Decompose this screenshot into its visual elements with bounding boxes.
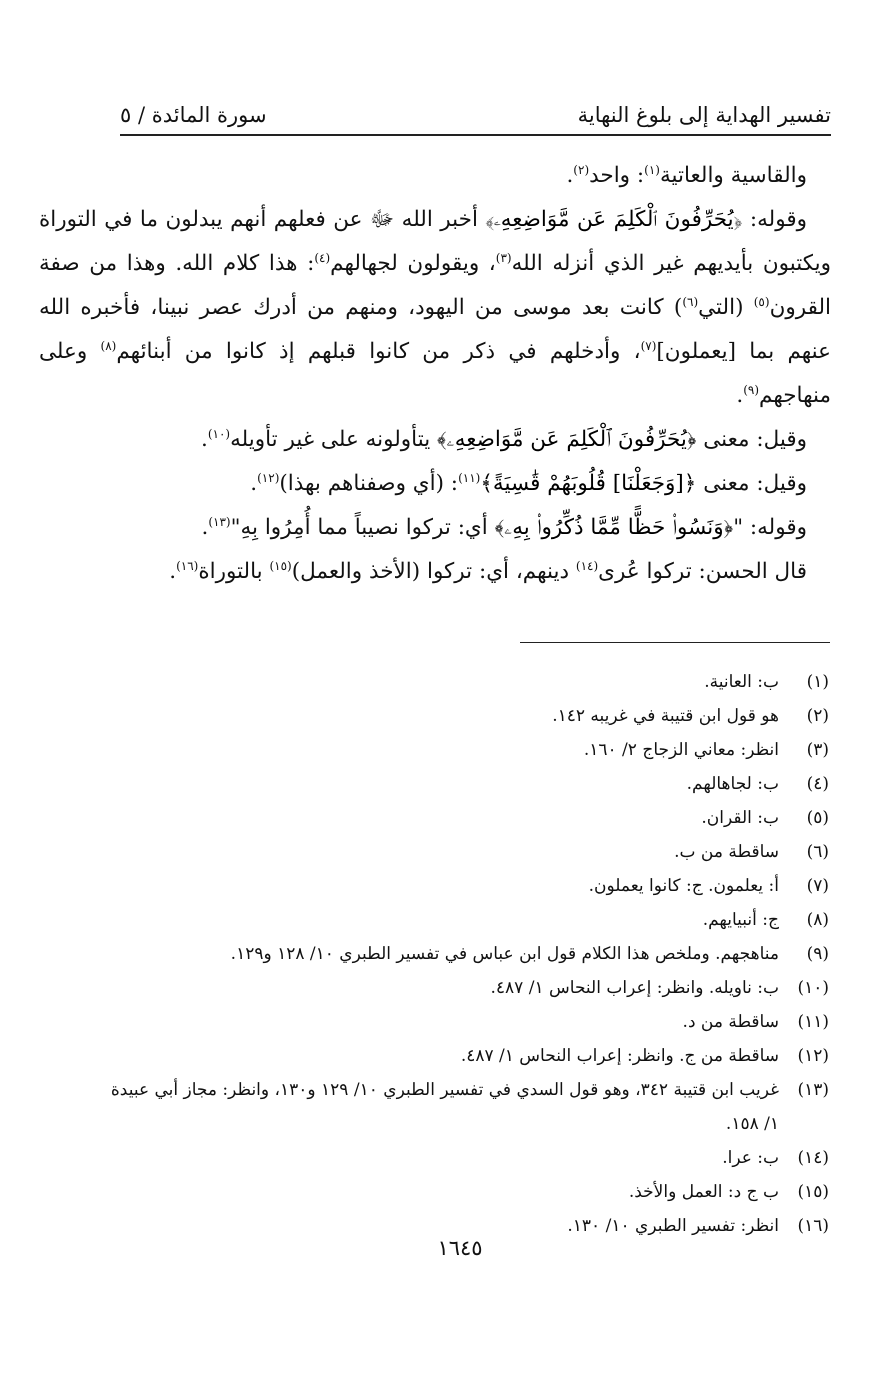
paragraph-4: [39, 462, 831, 506]
footnote-text: ساقطة من ج. وانظر: إعراب النحاس ١/ ٤٨٧.: [460, 1046, 779, 1066]
footnote: [109, 835, 829, 869]
footnote: [109, 1005, 829, 1039]
footnote-text: ب: القران.: [701, 808, 779, 828]
footnote-text: غريب ابن قتيبة ٣٤٢، وهو قول السدي في تفسير الطبري ١٠/ ١٢٩ و١٣٠، وانظر: مجاز أبي عبيدة ١/ ١٥٨.: [110, 1080, 779, 1134]
footnote-number: (١٦): [797, 1216, 829, 1236]
text-run: : هذا كلام الله. وهذا من صفة القرون: [39, 251, 831, 320]
text-run: وقيل: معنى: [696, 427, 807, 452]
main-text: [39, 154, 831, 594]
paragraph-2: [39, 198, 831, 418]
footnote-text: ساقطة من د.: [682, 1012, 779, 1032]
footnote: [109, 1039, 829, 1073]
footnote-ref: (١): [644, 162, 660, 177]
footnote-ref: (١٦): [176, 558, 199, 573]
footnote-ref: (٨): [100, 338, 117, 353]
text-run: أخبر الله ﷻ عن فعلهم أنهم يبدلون ما في التوراة ويكتبون بأيديهم غير الذي أنزله الله: [39, 207, 831, 276]
text-run: وعلى منهاجهم: [39, 339, 831, 408]
quran-verse: ﴿[وَجَعَلْنَا] قُلُوبَهُمْ قَٰسِيَةً﴾: [480, 471, 697, 496]
footnote-number: (٦): [806, 842, 829, 862]
footnote: [109, 1175, 829, 1209]
footnote-number: (١١): [797, 1012, 829, 1032]
footnote-number: (١٠): [797, 978, 829, 998]
footnote-text: هو قول ابن قتيبة في غريبه ١٤٢.: [552, 706, 779, 726]
text-run: ، وأدخلهم في ذكر من كانوا قبلهم إذ كانوا من أبنائهم: [116, 339, 641, 364]
footnote-text: مناهجهم. وملخص هذا الكلام قول ابن عباس في تفسير الطبري ١٠/ ١٢٨ و١٢٩.: [230, 944, 779, 964]
footnote-text: أ: يعلمون. ج: كانوا يعملون.: [588, 876, 779, 896]
text-run: : واحد: [589, 163, 645, 188]
book-title: تفسير الهداية إلى بلوغ النهاية: [577, 103, 831, 127]
footnote-ref: (٥): [753, 294, 770, 309]
footnote-separator: [520, 642, 830, 643]
text-run: : (أي وصفناهم بهذا): [279, 471, 459, 496]
footnote-ref: (٣): [495, 250, 512, 265]
text-run: وقوله: ": [733, 515, 807, 540]
footnote-number: (٢): [806, 706, 829, 726]
footnote: [109, 733, 829, 767]
footnote-text: ب: العانية.: [704, 672, 779, 692]
footnote-number: (٨): [806, 910, 829, 930]
footnote: [109, 937, 829, 971]
footnote-text: انظر: تفسير الطبري ١٠/ ١٣٠.: [567, 1216, 779, 1236]
text-run: .: [169, 559, 177, 584]
text-run: .: [566, 163, 574, 188]
footnote: [109, 869, 829, 903]
text-run: دينهم، أي: تركوا (الأخذ والعمل): [291, 559, 576, 584]
text-run: .: [736, 383, 744, 408]
footnote-ref: (١١): [458, 470, 481, 485]
footnote: [109, 699, 829, 733]
footnote-number: (١): [806, 672, 829, 692]
footnote-ref: (٧): [640, 338, 657, 353]
footnote: [109, 1141, 829, 1175]
quran-verse: ﴿يُحَرِّفُونَ ٱلْكَلِمَ عَن مَّوَاضِعِهِۦ﴾: [437, 427, 697, 452]
section-title: سورة المائدة / ٥: [120, 103, 267, 127]
footnote: [109, 1073, 829, 1141]
footnote-ref: (١٠): [207, 426, 231, 441]
footnote-text: ب ج د: العمل والأخذ.: [628, 1182, 779, 1202]
footnote-ref: (٤): [314, 250, 331, 265]
page-number: ١٦٤٥: [437, 1236, 483, 1260]
footnote-ref: (٦): [682, 294, 699, 309]
paragraph-6: [39, 550, 831, 594]
footnote-number: (١٥): [797, 1182, 829, 1202]
text-run: (التي: [698, 295, 754, 320]
footnote-ref: (٢): [573, 162, 590, 177]
text-run: وقوله:: [742, 207, 807, 232]
footnote-ref: (١٣): [208, 514, 231, 529]
footnote-number: (٤): [806, 774, 829, 794]
footnote: [109, 903, 829, 937]
paragraph-3: [39, 418, 831, 462]
footnote-text: انظر: معاني الزجاج ٢/ ١٦٠.: [583, 740, 779, 760]
footnote: [109, 665, 829, 699]
footnote: [109, 801, 829, 835]
text-run: أي: تركوا نصيباً مما أُمِرُوا بِهِ": [230, 515, 495, 540]
text-run: بالتوراة: [198, 559, 270, 584]
footnote-number: (١٣): [797, 1080, 829, 1100]
text-run: ، ويقولون لجهالهم: [330, 251, 496, 276]
footnote-number: (٥): [806, 808, 829, 828]
text-run: والقاسية والعاتية: [659, 163, 807, 188]
footnote-ref: (٩): [743, 382, 760, 397]
footnote: [109, 971, 829, 1005]
footnote-number: (٩): [806, 944, 829, 964]
quran-verse: ﴿يُحَرِّفُونَ ٱلْكَلِمَ عَن مَّوَاضِعِهِۦ﴾: [485, 207, 743, 232]
running-head: [120, 100, 831, 136]
footnote-number: (٧): [806, 876, 829, 896]
footnote-text: ب: عرا.: [722, 1148, 779, 1168]
footnote-number: (١٤): [797, 1148, 829, 1168]
footnote-text: ج: أنبيايهم.: [702, 910, 779, 930]
footnote-ref: (١٤): [575, 558, 599, 573]
text-run: .: [201, 515, 209, 540]
text-run: .: [250, 471, 258, 496]
quran-verse: ﴿وَنَسُوا۟ حَظًّا مِّمَّا ذُكِّرُوا۟ بِهِۦ﴾: [494, 515, 734, 540]
footnote: [109, 767, 829, 801]
footnote-number: (١٢): [797, 1046, 829, 1066]
text-run: .: [200, 427, 208, 452]
text-run: يتأولونه على غير تأويله: [230, 427, 438, 452]
footnote-ref: (١٥): [269, 558, 292, 573]
footnotes: [109, 665, 829, 1243]
footnote-text: ب: لجاهالهم.: [686, 774, 779, 794]
footnote-ref: (١٢): [257, 470, 280, 485]
paragraph-5: [39, 506, 831, 550]
footnote-text: ساقطة من ب.: [674, 842, 779, 862]
paragraph-1: [39, 154, 831, 198]
text-run: ) كانت بعد موسى من اليهود، ومنهم من أدرك عصر نبينا، فأخبره الله عنهم بما [يعملون]: [39, 295, 831, 364]
footnote-number: (٣): [806, 740, 829, 760]
text-run: وقيل: معنى: [696, 471, 807, 496]
footnote-text: ب: ناويله. وانظر: إعراب النحاس ١/ ٤٨٧.: [490, 978, 779, 998]
text-run: قال الحسن: تركوا عُرى: [598, 559, 807, 584]
